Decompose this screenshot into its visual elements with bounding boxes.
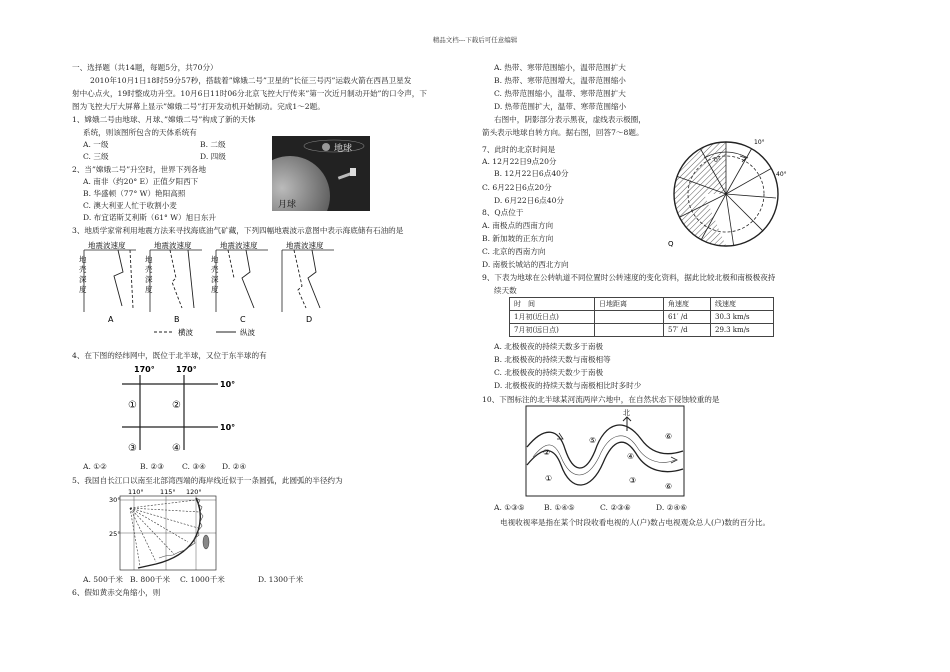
speed-axis-label: 地震波速度 bbox=[88, 241, 126, 250]
table-header: 日地距离 bbox=[595, 298, 664, 311]
depth-char-2: 壳 bbox=[79, 265, 87, 274]
depth-char-3: 深 bbox=[79, 275, 87, 284]
globe-label-40: 40° bbox=[776, 171, 787, 178]
intro-line-2: 射中心点火，19时整成功升空。10月6日11时06分北京飞控大厅传来”第一次近月制动开始”的口令声，下 bbox=[72, 89, 427, 98]
q10-option-d: D. ②④⑥ bbox=[656, 503, 688, 512]
q4-option-d: D. ②④ bbox=[222, 462, 247, 471]
depth-char-4: 度 bbox=[145, 285, 153, 294]
q1-stem: 1、嫦娥二号由地球、月球、”嫦娥二号”构成了新的天体 bbox=[72, 115, 256, 124]
globe-diagram bbox=[664, 136, 788, 254]
panel-letter-d: D bbox=[306, 315, 313, 324]
depth-char-1: 地 bbox=[211, 255, 219, 264]
cell-2: ② bbox=[172, 400, 181, 411]
page-header: 精品文档---下载后可任意编辑 bbox=[432, 36, 518, 44]
q8-option-b: B. 新加坡的正东方向 bbox=[482, 234, 554, 243]
q6-option-c: C. 热带范围缩小，温带、寒带范围扩大 bbox=[494, 89, 626, 98]
table-cell: 1月初(近日点) bbox=[510, 311, 595, 324]
depth-char-1: 地 bbox=[79, 255, 87, 264]
river-point-4: ④ bbox=[627, 452, 635, 461]
change2-photo bbox=[272, 136, 370, 211]
river-point-6-upper: ⑥ bbox=[665, 432, 673, 441]
q10-option-a: A. ①③⑤ bbox=[494, 503, 525, 512]
photo-earth-label: 地球 bbox=[334, 144, 353, 154]
table-cell bbox=[595, 311, 664, 324]
q5-option-a: A. 500千米 bbox=[83, 575, 123, 584]
depth-char-3: 深 bbox=[211, 275, 219, 284]
q10-stem: 10、下图标注的北半球某河流两岸六地中，在自然状态下侵蚀较重的是 bbox=[482, 395, 720, 404]
legend-vertical-wave: 纵波 bbox=[240, 328, 255, 337]
section-title: 一、选择题（共14题，每题5分，共70分） bbox=[72, 63, 218, 72]
q9-option-b: B. 北极极夜的持续天数与南极相等 bbox=[494, 355, 611, 364]
seismic-panel-d bbox=[282, 240, 334, 324]
depth-char-3: 深 bbox=[145, 275, 153, 284]
q10-option-b: B. ①④⑤ bbox=[544, 503, 575, 512]
q9-stem-2: 续天数 bbox=[494, 286, 517, 295]
table-cell bbox=[595, 324, 664, 337]
seismic-panel-c bbox=[211, 240, 268, 324]
speed-axis-label: 地震波速度 bbox=[286, 241, 324, 250]
q9-stem: 9、下表为地球在公转轨道不同位置时公转速度的变化资料，据此比较北极和南极极夜持 bbox=[482, 273, 776, 282]
q4-stem: 4、在下图的经纬网中，既位于北半球，又位于东半球的有 bbox=[72, 351, 267, 360]
q7-option-a: A. 12月22日9点20分 bbox=[482, 157, 557, 166]
river-point-6-lower: ⑥ bbox=[665, 482, 673, 491]
intro-7-8-line-1: 右图中，阴影部分表示黑夜，虚线表示极圈， bbox=[494, 115, 646, 124]
q7-option-c: C. 6月22日6点20分 bbox=[482, 183, 552, 192]
lat-label-1: 10° bbox=[220, 380, 236, 389]
depth-char-4: 度 bbox=[79, 285, 87, 294]
q6-option-b: B. 热带、寒带范围增大，温带范围缩小 bbox=[494, 76, 626, 85]
q5-stem: 5、我国自长江口以南至北部湾西端的海岸线近似于一条圆弧，此圆弧的半径约为 bbox=[72, 476, 343, 485]
globe-label-0: 0° bbox=[714, 157, 721, 164]
globe-label-10: 10° bbox=[754, 139, 765, 146]
table-cell: 57′ /d bbox=[664, 324, 711, 337]
q2-option-d: D. 布宜诺斯艾利斯（61° W）旭日东升 bbox=[83, 213, 217, 222]
q9-option-a: A. 北极极夜的持续天数多于南极 bbox=[494, 342, 604, 351]
map-label-25: 25° bbox=[109, 530, 121, 538]
q7-option-b: B. 12月22日6点40分 bbox=[494, 169, 569, 178]
depth-char-4: 度 bbox=[211, 285, 219, 294]
seismic-panel-b bbox=[145, 240, 202, 324]
q7-option-d: D. 6月22日6点40分 bbox=[494, 196, 565, 205]
depth-char-2: 壳 bbox=[145, 265, 153, 274]
lat-label-2: 10° bbox=[220, 423, 236, 432]
cell-3: ③ bbox=[128, 443, 137, 454]
q9-option-d: D. 北极极夜的持续天数与南极相比时多时少 bbox=[494, 381, 642, 390]
q8-stem: 8、Q点位于 bbox=[482, 208, 524, 217]
q2-option-b: B. 华盛顿（77° W）艳阳高照 bbox=[83, 189, 186, 198]
q7-stem: 7、此时的北京时间是 bbox=[482, 145, 556, 154]
table-cell: 7月初(远日点) bbox=[510, 324, 595, 337]
q5-option-d: D. 1300千米 bbox=[258, 575, 304, 584]
river-point-3: ③ bbox=[629, 476, 637, 485]
table-header: 线速度 bbox=[711, 298, 774, 311]
q1-option-d: D. 四级 bbox=[200, 152, 226, 161]
panel-letter-c: C bbox=[240, 315, 246, 324]
tv-rating-paragraph: 电视收视率是指在某个时段收看电视的人(户)数占电视观众总人(户)数的百分比。 bbox=[500, 518, 771, 527]
intro-line-1: 2010年10月1日18时59分57秒，搭载着”嫦娥二号”卫星的”长征三号丙”运载火箭在西昌卫星发 bbox=[90, 76, 412, 85]
table-header-row bbox=[510, 298, 774, 311]
q1-option-b: B. 二级 bbox=[200, 140, 226, 149]
q3-stem: 3、地质学家常利用地震方法来寻找海底油气矿藏，下列四幅地震波示意图中表示海底储有石油的是 bbox=[72, 226, 404, 235]
q1-option-a: A. 一级 bbox=[83, 140, 109, 149]
graticule-diagram bbox=[118, 362, 248, 454]
seismic-panel-a bbox=[79, 240, 136, 324]
q4-option-b: B. ②③ bbox=[140, 462, 165, 471]
river-point-5: ⑤ bbox=[589, 436, 597, 445]
cell-1: ① bbox=[128, 400, 137, 411]
q1-option-c: C. 三级 bbox=[83, 152, 109, 161]
river-point-2: ② bbox=[543, 448, 551, 457]
q8-option-a: A. 南极点的西南方向 bbox=[482, 221, 554, 230]
q4-option-a: A. ①② bbox=[83, 462, 107, 471]
cell-4: ④ bbox=[172, 443, 181, 454]
table-cell: 30.3 km/s bbox=[711, 311, 774, 324]
table-header: 时 间 bbox=[510, 298, 595, 311]
map-label-115: 115° bbox=[160, 488, 176, 496]
river-diagram bbox=[525, 405, 685, 497]
speed-axis-label: 地震波速度 bbox=[154, 241, 192, 250]
q6-option-a: A. 热带、寒带范围缩小，温带范围扩大 bbox=[494, 63, 626, 72]
map-label-120: 120° bbox=[186, 488, 202, 496]
intro-line-3: 图为飞控大厅大屏幕上显示”嫦娥二号”打开发动机开始制动。完成1～2题。 bbox=[72, 102, 325, 111]
coastline-map bbox=[108, 486, 220, 572]
table-row bbox=[510, 311, 774, 324]
panel-letter-b: B bbox=[174, 315, 180, 324]
q2-option-c: C. 澳大利亚人忙于收割小麦 bbox=[83, 201, 177, 210]
seismic-diagram bbox=[78, 238, 350, 338]
legend-horizontal-wave: 横波 bbox=[178, 328, 193, 337]
intro-7-8-line-2: 箭头表示地球自转方向。据右图，回答7～8题。 bbox=[482, 128, 644, 137]
q1-stem-2: 系统，则该图所包含的天体系统有 bbox=[83, 128, 197, 137]
photo-moon-label: 月球 bbox=[278, 200, 297, 210]
q5-option-c: C. 1000千米 bbox=[180, 575, 225, 584]
table-cell: 29.3 km/s bbox=[711, 324, 774, 337]
table-row bbox=[510, 324, 774, 337]
q5-option-b: B. 800千米 bbox=[130, 575, 171, 584]
q4-option-c: C. ③④ bbox=[182, 462, 206, 471]
depth-char-2: 壳 bbox=[211, 265, 219, 274]
lon-label-1: 170° bbox=[134, 365, 155, 374]
orbit-speed-table bbox=[509, 297, 774, 337]
q8-option-d: D. 南极长城站的西北方向 bbox=[482, 260, 569, 269]
q8-option-c: C. 北京的西南方向 bbox=[482, 247, 546, 256]
q6-option-d: D. 热带范围扩大，温带、寒带范围缩小 bbox=[494, 102, 627, 111]
river-point-1: ① bbox=[545, 474, 553, 483]
q2-stem: 2、当”嫦娥二号”升空时，世界下列各地 bbox=[72, 165, 207, 174]
table-header: 角速度 bbox=[664, 298, 711, 311]
depth-char-1: 地 bbox=[145, 255, 153, 264]
table-cell: 61′ /d bbox=[664, 311, 711, 324]
globe-label-q: Q bbox=[668, 240, 674, 248]
north-label: 北 bbox=[623, 409, 630, 417]
map-label-110: 110° bbox=[128, 488, 144, 496]
q10-option-c: C. ②③⑥ bbox=[600, 503, 631, 512]
lon-label-2: 170° bbox=[176, 365, 197, 374]
q6-stem: 6、假如黄赤交角缩小，则 bbox=[72, 588, 161, 597]
map-label-30: 30° bbox=[109, 496, 121, 504]
panel-letter-a: A bbox=[108, 315, 114, 324]
q9-option-c: C. 北极极夜的持续天数少于南极 bbox=[494, 368, 604, 377]
speed-axis-label: 地震波速度 bbox=[220, 241, 258, 250]
q2-option-a: A. 南非（约20° E）正值夕阳西下 bbox=[83, 177, 199, 186]
